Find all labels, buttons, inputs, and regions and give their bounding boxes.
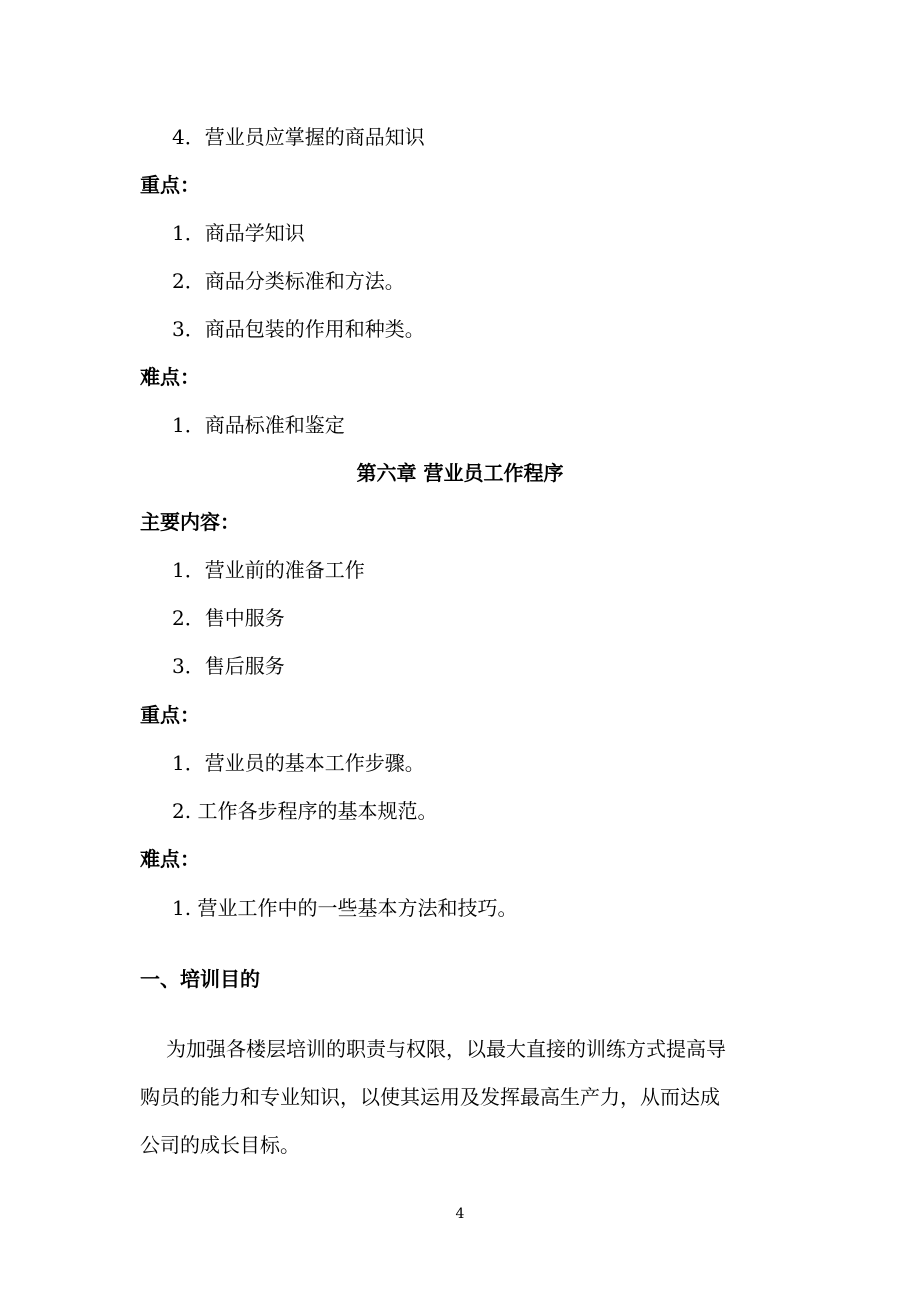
- paragraph-line: 公司的成长目标。: [140, 1133, 300, 1157]
- difficulty-heading: 难点：: [140, 365, 200, 389]
- list-item: 1．商品学知识: [172, 221, 305, 245]
- difficulty-heading: 难点：: [140, 847, 200, 871]
- list-item: 1．营业前的准备工作: [172, 558, 365, 582]
- page-number: 4: [455, 1206, 465, 1222]
- main-content-heading: 主要内容：: [140, 510, 240, 534]
- list-item: 1．商品标准和鉴定: [172, 413, 345, 437]
- list-item: 3．售后服务: [172, 654, 285, 678]
- focus-heading: 重点：: [140, 173, 200, 197]
- list-item: 4．营业员应掌握的商品知识: [172, 125, 425, 149]
- list-item: 2. 工作各步程序的基本规范。: [172, 799, 438, 823]
- list-item: 2．商品分类标准和方法。: [172, 269, 405, 293]
- section-title: 一、培训目的: [140, 967, 260, 991]
- chapter-title: 第六章 营业员工作程序: [356, 461, 564, 485]
- list-item: 1．营业员的基本工作步骤。: [172, 751, 425, 775]
- focus-heading: 重点：: [140, 703, 200, 727]
- list-item: 3．商品包装的作用和种类。: [172, 317, 425, 341]
- list-item: 1. 营业工作中的一些基本方法和技巧。: [172, 896, 518, 920]
- paragraph-line: 为加强各楼层培训的职责与权限，以最大直接的训练方式提高导: [166, 1037, 726, 1061]
- paragraph-line: 购员的能力和专业知识，以使其运用及发挥最高生产力，从而达成: [140, 1085, 720, 1109]
- list-item: 2．售中服务: [172, 606, 285, 630]
